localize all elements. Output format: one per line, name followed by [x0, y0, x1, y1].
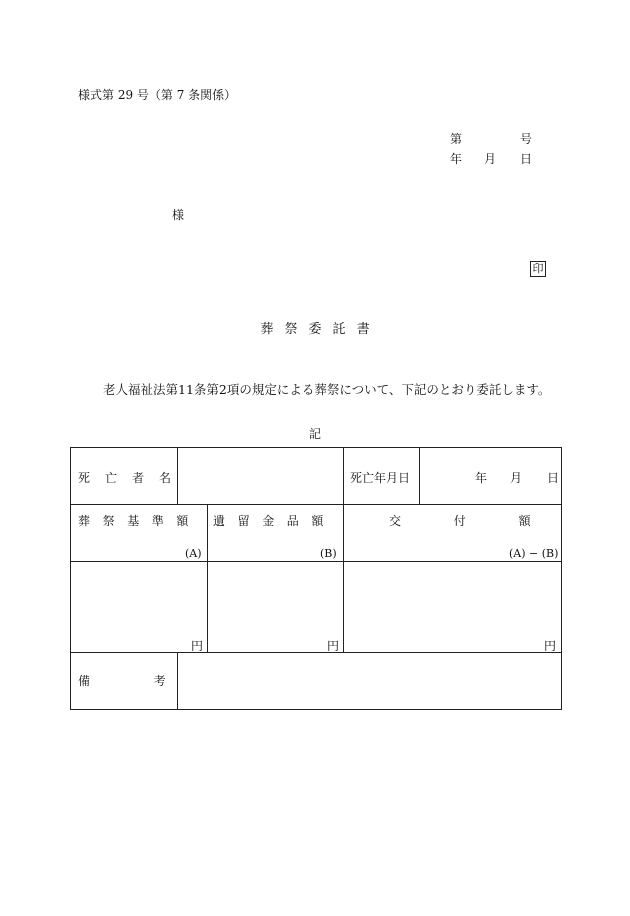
- seal-mark: 印: [530, 261, 546, 277]
- funeral-standard-label: 葬祭基準額: [78, 514, 202, 528]
- document-number-prefix: 第: [450, 132, 463, 146]
- death-date-label: 死亡年月日: [350, 471, 411, 485]
- issue-date-year: 年: [450, 152, 463, 166]
- deceased-name-label-text: 死亡者名: [78, 471, 187, 485]
- grant-label: 交付額: [389, 514, 584, 528]
- remaining-goods-label: 遺留金品額: [213, 514, 337, 528]
- funeral-standard-mark: (A): [185, 547, 202, 560]
- form-number: 様式第 29 号（第 7 条関係）: [78, 88, 237, 102]
- table-rule: [419, 448, 420, 504]
- addressee-honorific: 様: [172, 208, 185, 222]
- table-rule: [343, 448, 344, 504]
- remaining-goods-yen: 円: [327, 639, 340, 653]
- funeral-standard-yen: 円: [191, 639, 204, 653]
- table-rule: [71, 504, 561, 505]
- table-rule: [343, 504, 344, 652]
- table-rule: [71, 561, 561, 562]
- issue-date-day: 日: [520, 152, 533, 166]
- grant-mark: (A) − (B): [509, 547, 559, 560]
- table-rule: [207, 504, 208, 652]
- grant-yen: 円: [544, 639, 557, 653]
- document-title: 葬祭委託書: [260, 322, 381, 337]
- document-number-suffix: 号: [520, 132, 533, 146]
- funeral-table: [70, 447, 584, 710]
- death-date-day: 日: [547, 471, 560, 485]
- death-date-year: 年: [475, 471, 488, 485]
- ki-heading: 記: [308, 427, 321, 441]
- death-date-month: 月: [510, 471, 523, 485]
- remaining-goods-mark: (B): [320, 547, 337, 560]
- table-rule: [71, 652, 561, 653]
- deceased-name-label: [78, 469, 187, 486]
- body-text: 老人福祉法第11条第2項の規定による葬祭について、下記のとおり委託します。: [103, 382, 551, 397]
- remarks-label: 備考: [78, 674, 230, 688]
- issue-date-month: 月: [484, 152, 497, 166]
